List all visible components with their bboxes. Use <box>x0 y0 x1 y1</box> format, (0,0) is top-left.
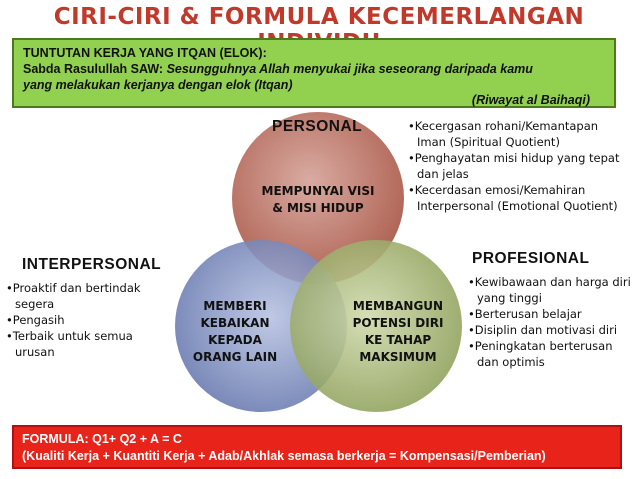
heading-profesional: PROFESIONAL <box>472 250 590 267</box>
hadith-prefix: Sabda Rasulullah SAW: <box>23 62 167 76</box>
formula-line-2: (Kualiti Kerja + Kuantiti Kerja + Adab/Akhlak semasa berkerja = Kompensasi/Pemberian) <box>22 449 546 463</box>
heading-interpersonal: INTERPERSONAL <box>22 256 162 273</box>
circle-interpersonal-label: MEMBERI KEBAIKAN KEPADA ORANG LAIN <box>192 299 278 364</box>
page-title: CIRI-CIRI & FORMULA KECEMERLANGAN <box>53 4 585 30</box>
list-item: • Proaktif dan bertindak segera <box>6 280 166 312</box>
list-item: • Disiplin dan motivasi diri <box>468 322 634 338</box>
formula-line-1: FORMULA: Q1+ Q2 + A = C <box>22 432 182 446</box>
list-profesional <box>468 274 634 370</box>
list-item: • Kecerdasan emosi/Kemahiran Interpersonal (Emotional Quotient) <box>408 182 630 214</box>
formula-box <box>12 425 622 469</box>
list-item: • Peningkatan berterusan dan optimis <box>468 338 634 370</box>
heading-personal: PERSONAL <box>272 118 363 135</box>
hadith-heading: TUNTUTAN KERJA YANG ITQAN (ELOK): <box>23 46 267 60</box>
list-personal <box>408 118 630 214</box>
circle-personal-label: MEMPUNYAI VISI & MISI HIDUP <box>261 184 375 215</box>
hadith-source: (Riwayat al Baihaqi) <box>471 93 590 107</box>
circle-profesional-label: MEMBANGUN POTENSI DIRI KE TAHAP MAKSIMUM <box>352 299 444 364</box>
list-item: • Terbaik untuk semua urusan <box>6 328 166 360</box>
hadith-quote-1: Sesungguhnya Allah menyukai jika seseorang daripada kamu <box>166 62 533 76</box>
list-item: • Kewibawaan dan harga diri yang tinggi <box>468 274 634 306</box>
hadith-quote-2: yang melakukan kerjanya dengan elok (Itqan) <box>23 78 293 92</box>
list-item: • Berterusan belajar <box>468 306 634 322</box>
list-interpersonal <box>6 280 166 360</box>
list-item: • Pengasih <box>6 312 166 328</box>
list-item: • Penghayatan misi hidup yang tepat dan jelas <box>408 150 630 182</box>
list-item: • Kecergasan rohani/Kemantapan Iman (Spiritual Quotient) <box>408 118 630 150</box>
